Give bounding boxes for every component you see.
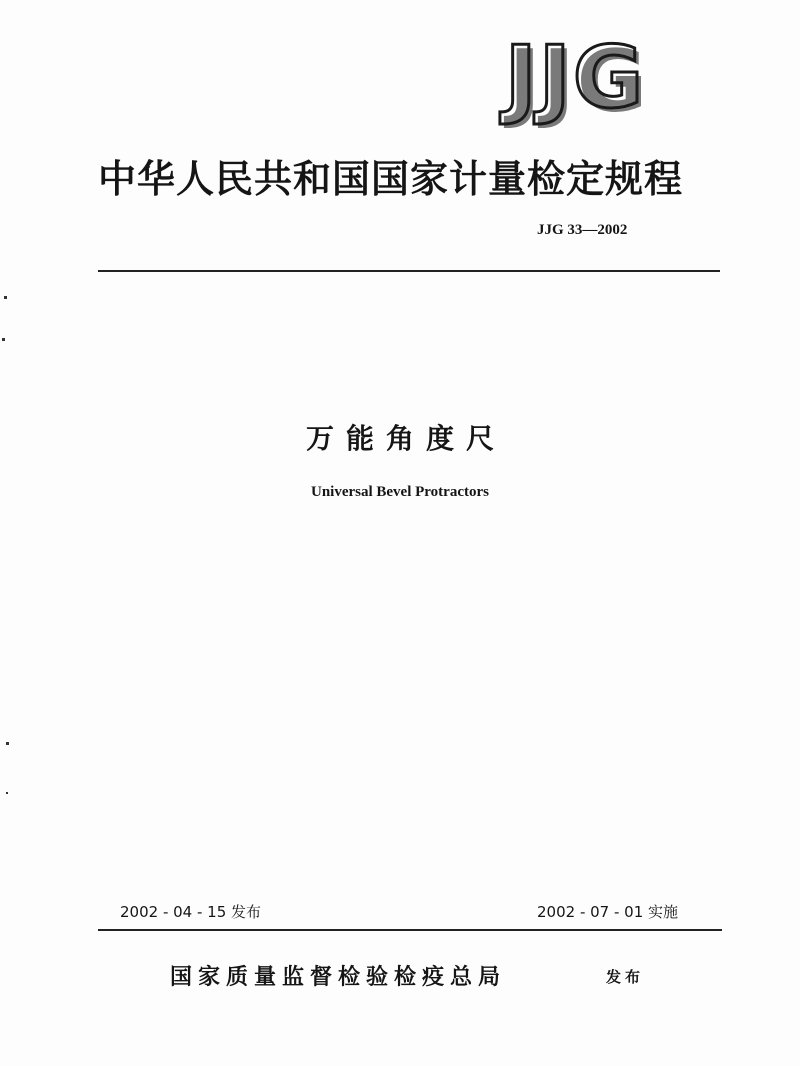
- scan-speck: [6, 742, 9, 745]
- scan-speck: [6, 792, 8, 794]
- bottom-divider: [98, 929, 722, 931]
- document-title-english: Universal Bevel Protractors: [310, 484, 489, 500]
- top-divider: [98, 270, 720, 272]
- document-title: 万能角度尺: [305, 422, 506, 455]
- effective-date: 2002 - 07 - 01 实施: [537, 903, 679, 921]
- scan-speck: [2, 338, 5, 341]
- issuing-action: 发布: [606, 968, 645, 986]
- issuing-authority: 国家质量监督检验检疫总局: [170, 965, 507, 990]
- series-title: 中华人民共和国国家计量检定规程: [98, 157, 684, 201]
- jjg-logo-text: JJG: [504, 28, 646, 128]
- release-date: 2002 - 04 - 15 发布: [120, 903, 262, 921]
- scan-speck: [4, 296, 7, 299]
- jjg-logo: [470, 28, 680, 128]
- standard-number: JJG 33—2002: [537, 222, 628, 238]
